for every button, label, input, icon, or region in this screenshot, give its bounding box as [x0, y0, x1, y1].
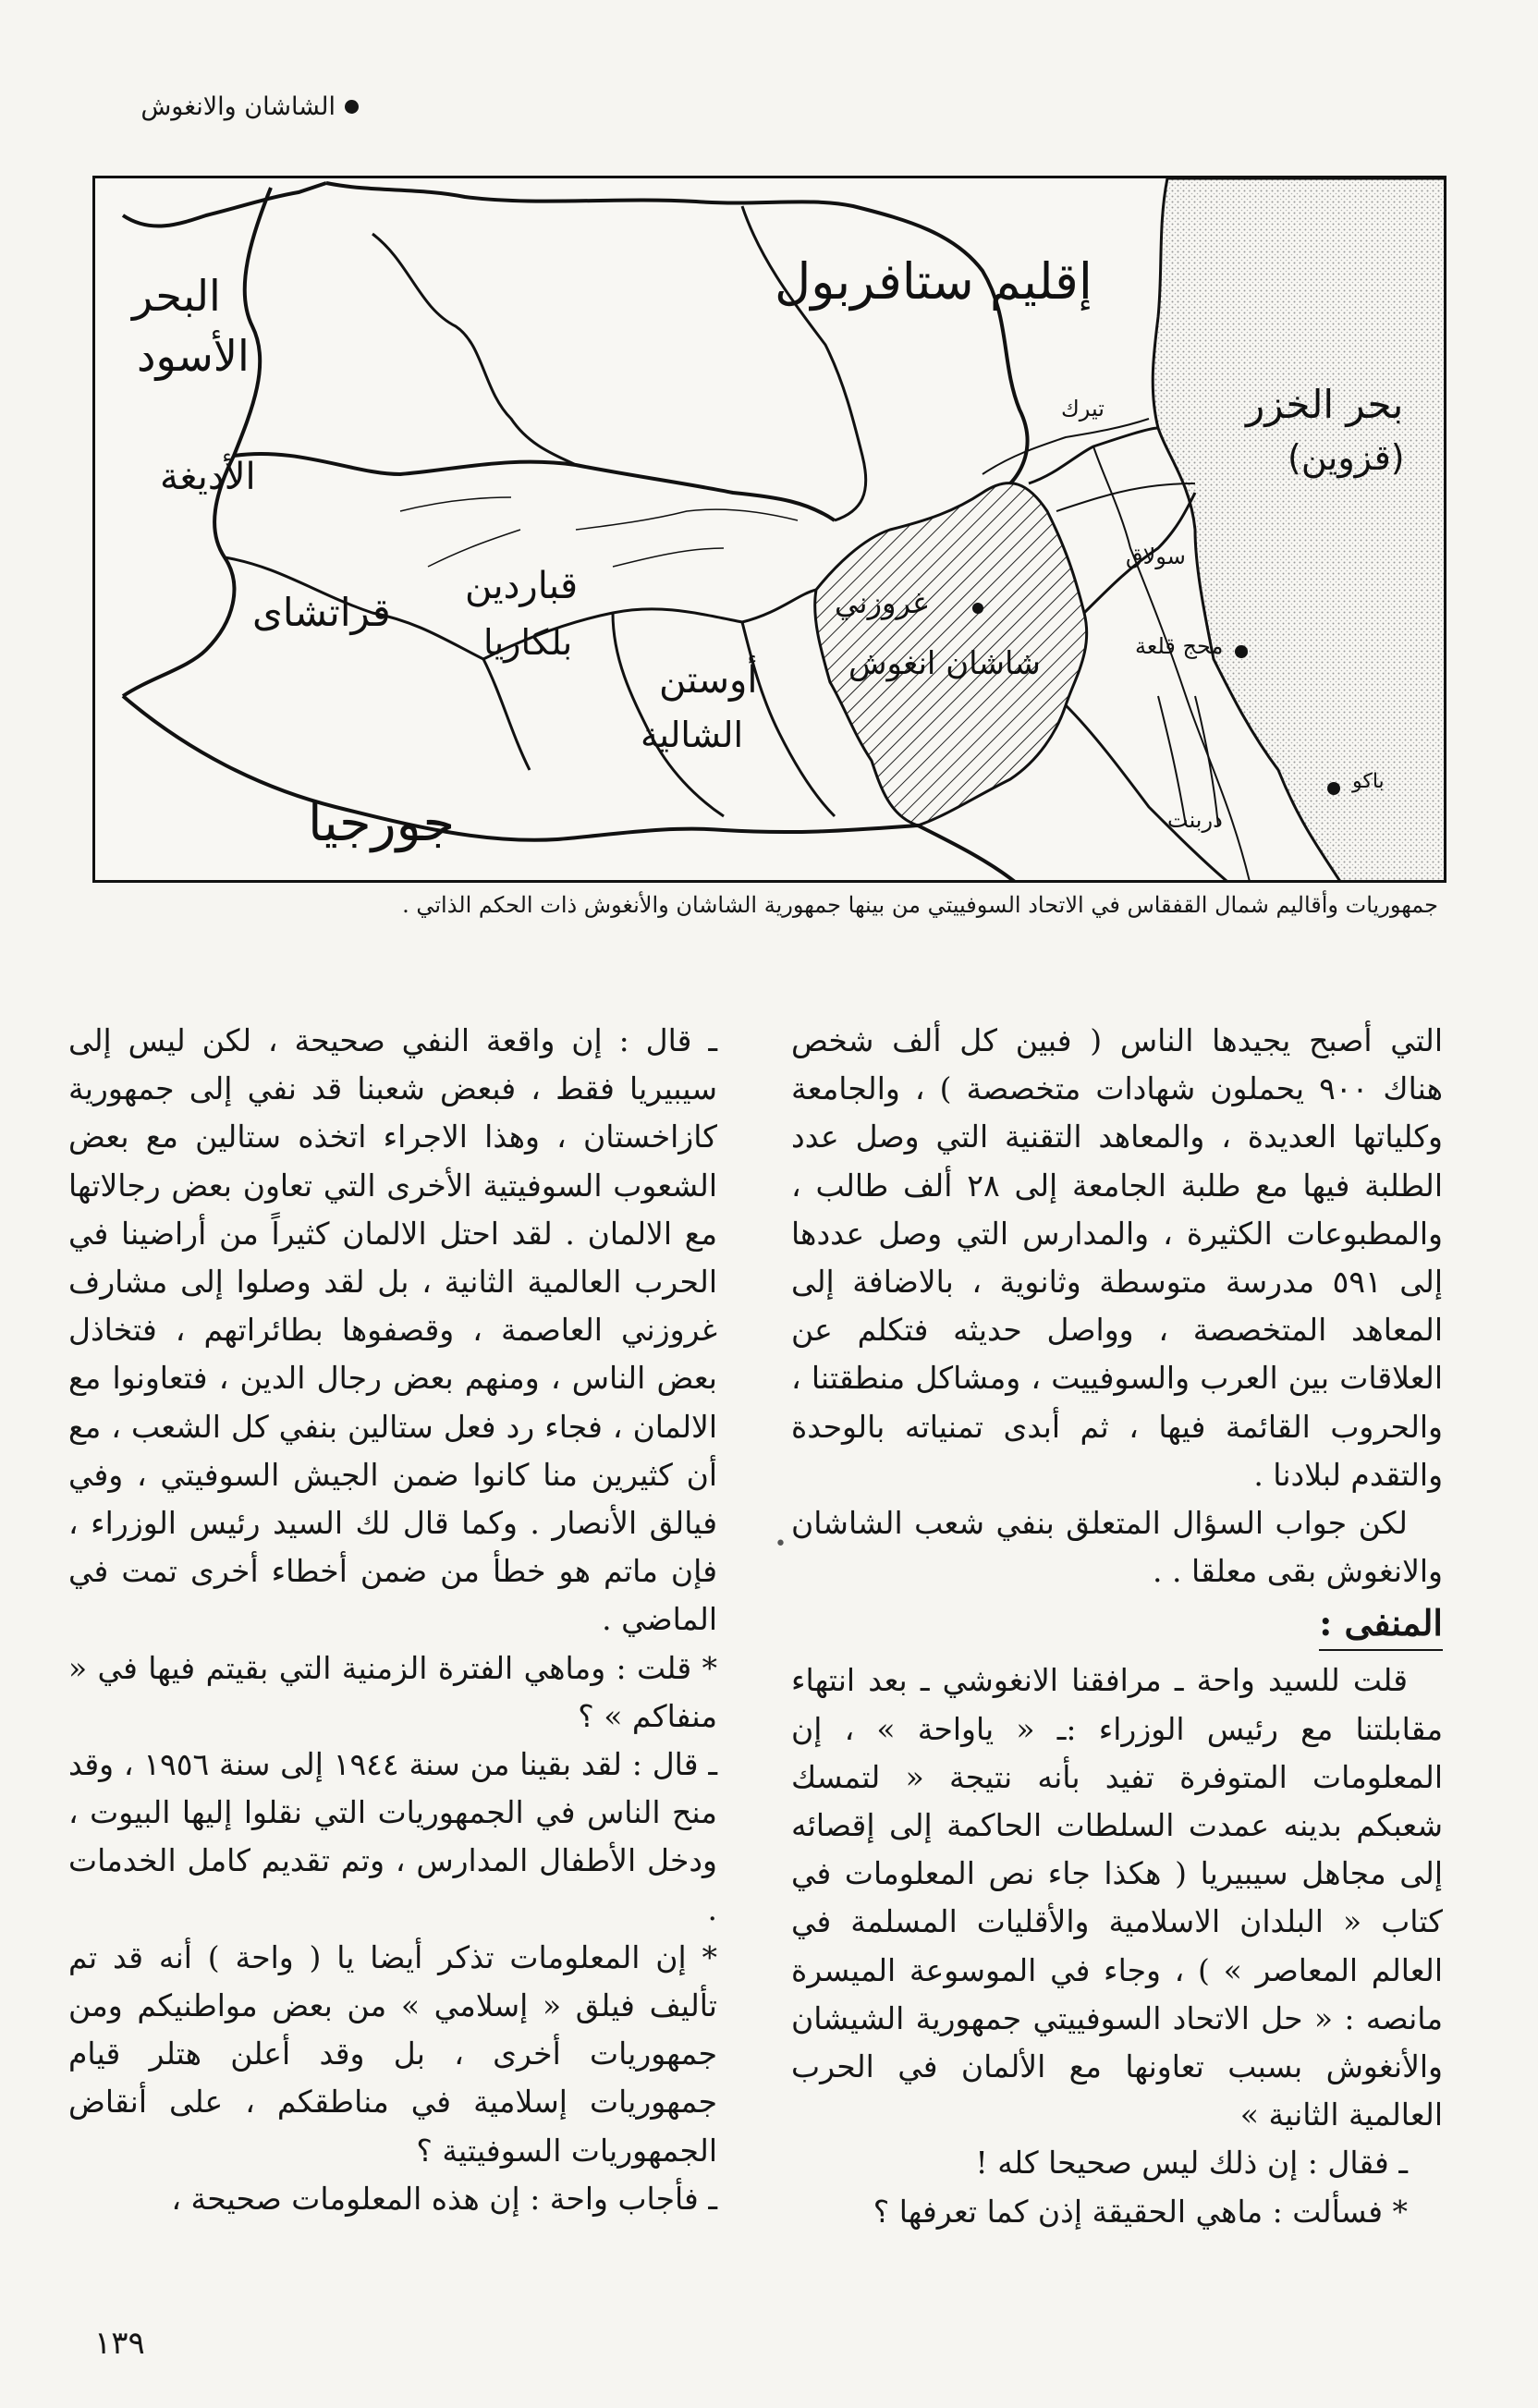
makhachkala-marker — [1235, 645, 1248, 658]
derbent-marker — [1327, 782, 1340, 795]
label-black-sea-1: البحر — [132, 271, 221, 321]
label-ossetia-1: أوستن — [659, 659, 758, 702]
caspian-sea — [1153, 178, 1446, 883]
left-paragraph-4: * إن المعلومات تذكر أيضا يا ( واحة ) أنه قد تم تأليف فيلق « إسلامي » من بعض مواطنيكم ومن جمهوريات أخرى ، بل وقد أعلن هتلر قيام جمهوريات إسلامية في مناطقكم ، على أنقاض الجمهوريات السوفيتية ؟ — [68, 1938, 717, 2169]
section-heading-exile: المنفى : — [1319, 1597, 1443, 1651]
map-caption: جمهوريات وأقاليم شمال القفقاس في الاتحاد السوفييتي من بينها جمهورية الشاشان والأنغوش ذات الحكم الذاتي . — [402, 892, 1438, 918]
label-kabardino: قباردين — [465, 565, 579, 607]
running-head — [140, 92, 359, 121]
label-balkaria: بلكاريا — [483, 622, 573, 663]
terek-river — [983, 419, 1149, 474]
map-figure — [92, 176, 1446, 883]
running-title: الشاشان والانغوش — [140, 92, 336, 121]
label-sulak: سولاق — [1126, 544, 1186, 569]
left-column — [68, 1017, 717, 2223]
label-stavropol: إقليم ستافربول — [775, 252, 1092, 311]
label-grozny: غروزني — [835, 585, 928, 620]
label-caspian-2: (قزوين) — [1288, 437, 1405, 478]
right-paragraph-1: التي أصبح يجيدها الناس ( فبين كل ألف شخص هناك ٩٠٠ يحملون شهادات متخصصة ) ، والجامعة وكلياتها العديدة ، والمعاهد التقنية التي وصل عدد الطلبة فيها مع طلبة الجامعة إلى ٢٨ ألف طالب ، والمطبوعات الكثيرة ، والمدارس التي وصل عددها إلى ٥٩١ مدرسة متوسطة وثانوية ، بالاضافة إلى المعاهد المتخصصة ، وواصل حديثه فتكلم عن العلاقات بين العرب والسوفييت ، ومشاكل منطقتنا ، والحروب القائمة فيها ، ثم أبدى تمنياته بالوحدة والتقدم لبلادنا . — [791, 1022, 1444, 1493]
margin-mark: • — [775, 1533, 787, 1556]
right-paragraph-2: لكن جواب السؤال المتعلق بنفي شعب الشاشان والانغوش بقى معلقا . . — [791, 1505, 1443, 1590]
map-drawing — [95, 178, 1446, 883]
label-ossetia-2: الشالية — [641, 715, 744, 755]
label-baku: باكو — [1352, 770, 1385, 793]
left-paragraph-5: ـ فأجاب واحة : إن هذه المعلومات صحيحة ، — [171, 2180, 717, 2217]
label-karachay: قراتشاى — [252, 590, 391, 635]
label-black-sea-2: الأسود — [137, 331, 250, 381]
label-caspian-1: بحر الخزر — [1246, 382, 1404, 427]
sulak-river — [1056, 483, 1195, 511]
grozny-marker — [972, 603, 983, 614]
label-terek: تيرك — [1061, 396, 1105, 422]
right-paragraph-3: قلت للسيد واحة ـ مرافقنا الانغوشي ـ بعد انتهاء مقابلتنا مع رئيس الوزراء :ـ « ياواحة » ، إن المعلومات المتوفرة تفيد بأنه نتيجة « لتمسك شعبكم بدينه عمدت السلطات الحاكمة إلى إقصائه إلى مجاهل سيبيريا ( هكذا جاء نص المعلومات في كتاب « البلدان الاسلامية والأقليات المسلمة في العالم المعاصر » ) ، وجاء في الموسوعة الميسرة مانصه : « حل الاتحاد السوفييتي جمهورية الشيشان والأنغوش بسبب تعاونها مع الألمان في الحرب العالمية الثانية » — [791, 1662, 1443, 2133]
label-georgia: جورجيا — [308, 793, 456, 853]
label-chechen-ingush: شاشان انغوش — [848, 645, 1041, 682]
bullet-icon — [345, 100, 359, 114]
left-paragraph-2: * قلت : وماهي الفترة الزمنية التي بقيتم فيها في « منفاكم » ؟ — [68, 1649, 717, 1734]
right-column — [791, 1017, 1443, 2236]
page-number: ١٣٩ — [94, 2325, 145, 2362]
region-outline — [123, 183, 1028, 483]
label-makhachkala: محج قلعة — [1135, 633, 1224, 659]
right-paragraph-5: * فسألت : ماهي الحقيقة إذن كما تعرفها ؟ — [873, 2193, 1408, 2230]
right-paragraph-4: ـ فقال : إن ذلك ليس صحيحا كله ! — [975, 2145, 1408, 2182]
left-paragraph-3: ـ قال : لقد بقينا من سنة ١٩٤٤ إلى سنة ١٩٥٦ ، وقد منح الناس في الجمهوريات التي نقلوا إليها البيوت ، ودخل الأطفال المدارس ، وتم تقديم كامل الخدمات . — [68, 1746, 717, 1927]
label-adygea: الأديغة — [160, 456, 256, 498]
label-derbent: دربنت — [1167, 807, 1223, 833]
left-paragraph-1: ـ قال : إن واقعة النفي صحيحة ، لكن ليس إلى سيبيريا فقط ، فبعض شعبنا قد نفي إلى جمهورية كازاخستان ، وهذا الاجراء اتخذه ستالين مع بعض الشعوب السوفيتية الأخرى التي تعاون بعض رجالاتها مع الالمان . لقد احتل الالمان كثيراً من أراضينا في الحرب العالمية الثانية ، بل لقد وصلوا إلى مشارف غروزني العاصمة ، وقصفوها بطائراتهم ، فتخاذل بعض الناس ، ومنهم بعض رجال الدين ، فتعاونوا مع الالمان ، فجاء رد فعل ستالين بنفي كل الشعب ، مع أن كثيرين منا كانوا ضمن الجيش السوفيتي ، وفي فيالق الأنصار . وكما قال لك السيد رئيس الوزراء ، فإن ماتم هو خطأ من ضمن أخطاء أخرى تمت في الماضي . — [68, 1022, 717, 1638]
